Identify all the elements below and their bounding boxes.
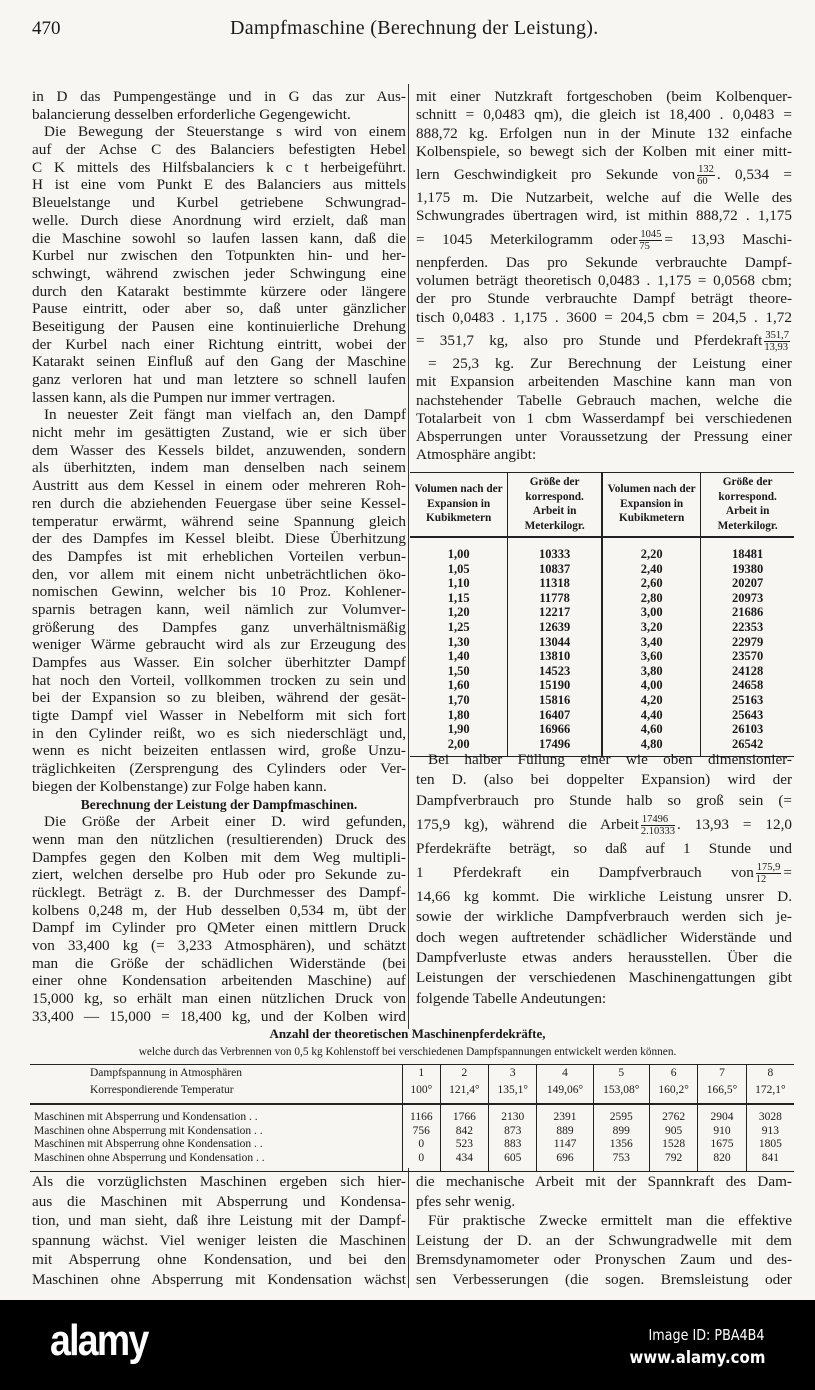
header-cell: 121,4° bbox=[440, 1082, 488, 1104]
text-line: von 33,400 kg (= 3,233 Atmosphären), und schätzt bbox=[32, 937, 406, 954]
table-cell: 1805 bbox=[746, 1138, 794, 1152]
text-line: sparnis betragen kann, weil nämlich zur Volumver- bbox=[32, 600, 406, 618]
table-cell: 1528 bbox=[649, 1138, 697, 1152]
text-line: die Maschine sowohl so laufen lassen kann, daß die bbox=[32, 229, 406, 247]
table-cell: 1,60 bbox=[447, 678, 470, 693]
watermark-url: www.alamy.com bbox=[629, 1348, 765, 1368]
table-cell: 1,00 bbox=[447, 547, 470, 561]
table-cell: 25643 bbox=[701, 708, 794, 723]
column-header: Volumen nach der Expansion in Kubikmetern bbox=[602, 473, 701, 538]
text-line: Austritt aus dem Kessel in einem oder mehreren Roh- bbox=[32, 477, 406, 495]
bottom-right-column bbox=[416, 1172, 792, 1289]
text-line bbox=[416, 392, 792, 410]
line-text: Kolbenspiele, so bewegt sich der Kolben mit einer mitt- bbox=[416, 142, 792, 160]
text-line: welle. Durch diese Anordnung wird erzielt, daß man bbox=[32, 211, 406, 229]
table-cell: 1,90 bbox=[447, 722, 470, 737]
text-line: in den Cylinder reißt, wo es sich niederschlägt und, bbox=[32, 724, 406, 742]
line-text: Schwungrades übertragen wird, ist mithin 888,72 . 1,175 bbox=[416, 207, 792, 225]
text-line: Beseitigung der Pausen eine kontinuierliche Drehung bbox=[32, 317, 406, 335]
table-cell: 4,20 bbox=[602, 693, 701, 708]
table-cell: 696 bbox=[537, 1152, 593, 1172]
table-cell: 1,05 bbox=[447, 561, 470, 576]
table-row bbox=[410, 605, 794, 620]
text-line bbox=[416, 88, 792, 106]
text-line bbox=[416, 928, 792, 948]
text-line: aus die Maschinen mit Absperrung und Kondensa- bbox=[32, 1192, 406, 1210]
table-cell: 899 bbox=[593, 1125, 649, 1139]
row-label: Dampfspannung in Atmosphären bbox=[90, 1067, 243, 1079]
text-line bbox=[416, 290, 792, 308]
table-cell: 25163 bbox=[701, 693, 794, 708]
table-cell: 21686 bbox=[701, 605, 794, 620]
text-line bbox=[416, 907, 792, 927]
text-line: bei der Expansion so zu bleiben, während der gesät- bbox=[32, 689, 406, 707]
text-line bbox=[416, 106, 792, 124]
table-cell: 820 bbox=[698, 1152, 746, 1172]
text-line: Kurbel nur zwischen den Totpunkten hin- und her- bbox=[32, 247, 406, 265]
line-text: nachstehender Tabelle Gebrauch machen, welche die bbox=[416, 391, 792, 409]
table-cell: 20207 bbox=[701, 576, 794, 591]
table-cell: 2,60 bbox=[602, 576, 701, 591]
table-cell: 913 bbox=[746, 1125, 794, 1139]
fraction bbox=[764, 330, 790, 353]
header-cell: 135,1° bbox=[489, 1082, 537, 1104]
text-line bbox=[416, 355, 792, 373]
line-text: lern Geschwindigkeit pro Sekunde von bbox=[416, 166, 696, 184]
text-line bbox=[416, 254, 792, 272]
table-cell: 3,20 bbox=[602, 620, 701, 635]
text-line: Die Bewegung der Steuerstange s wird von einem bbox=[44, 123, 406, 141]
text-line bbox=[416, 791, 792, 811]
text-line: die mechanische Arbeit mit der Spannkraft des Dam- bbox=[416, 1173, 792, 1190]
text-line bbox=[416, 859, 792, 887]
table-cell: 1,40 bbox=[447, 649, 470, 664]
table-row bbox=[410, 678, 794, 693]
table-cell: 3,00 bbox=[602, 605, 701, 620]
table-row bbox=[410, 722, 794, 737]
text-line: ganz verloren hat und man letztere so schnell laufen bbox=[32, 371, 406, 388]
text-line: Pause eintritt, oder aber so, daß unter gänzlicher bbox=[32, 300, 406, 318]
table-row bbox=[410, 562, 794, 577]
header-cell: 3 bbox=[489, 1065, 537, 1083]
table-cell: 24128 bbox=[701, 664, 794, 679]
table-cell: 22979 bbox=[701, 635, 794, 650]
line-text: volumen beträgt theoretisch 0,0483 . 1,175 = 0,0568 cbm; bbox=[416, 272, 792, 290]
line-text: = 25,3 kg. Zur Berechnung der Leistung einer bbox=[428, 354, 792, 372]
left-column bbox=[32, 88, 406, 1025]
table-cell: 1,15 bbox=[447, 590, 470, 605]
table-row bbox=[410, 693, 794, 708]
horsepower-table bbox=[30, 1064, 794, 1172]
row-label: Maschinen ohne Absperrung und Kondensation . . bbox=[34, 1151, 265, 1164]
alamy-logo: alamy bbox=[50, 1316, 148, 1365]
header-cell: 100° bbox=[403, 1082, 441, 1104]
text-line: durch den Katarakt bestimmte kürzere oder längere bbox=[32, 282, 406, 300]
table-cell: 753 bbox=[593, 1152, 649, 1172]
text-line: träglichkeiten (Zersprengung des Cylinders oder Ver- bbox=[32, 760, 406, 778]
table-cell: 434 bbox=[440, 1152, 488, 1172]
table-cell: 756 bbox=[403, 1125, 441, 1139]
table-cell: 26103 bbox=[701, 722, 794, 737]
text-line: schwingt, während zwischen jeder Schwingung eine bbox=[32, 264, 406, 282]
image-id: Image ID: PBA4B4 bbox=[648, 1326, 765, 1344]
text-line bbox=[416, 887, 792, 907]
table-cell: 26542 bbox=[701, 737, 794, 757]
table-row bbox=[410, 576, 794, 591]
table-cell: 12639 bbox=[508, 620, 602, 635]
table-cell: 1,25 bbox=[447, 619, 470, 634]
text-line: in D das Pumpengestänge und in G das zur Aus- bbox=[32, 88, 406, 105]
fraction-numerator: 132 bbox=[698, 164, 714, 176]
text-line bbox=[416, 770, 792, 790]
table-cell: 605 bbox=[489, 1152, 537, 1172]
line-text: Dampfverluste etwas anders herausstellen. Über die bbox=[416, 949, 792, 967]
table-cell: 22353 bbox=[701, 620, 794, 635]
table-row bbox=[410, 635, 794, 650]
table-cell: 1675 bbox=[698, 1138, 746, 1152]
table-title: Anzahl der theoretischen Maschinenpferdekräfte, bbox=[269, 1026, 546, 1041]
table-cell: 842 bbox=[440, 1125, 488, 1139]
table-cell: 15190 bbox=[508, 678, 602, 693]
table-cell: 3028 bbox=[746, 1104, 794, 1125]
table-cell: 1356 bbox=[593, 1138, 649, 1152]
bottom-left-column bbox=[32, 1172, 406, 1289]
line-text: 1 Pferdekraft ein Dampfverbrauch von bbox=[416, 864, 754, 882]
table-cell: 1166 bbox=[403, 1104, 441, 1125]
header-cell: 4 bbox=[537, 1065, 593, 1083]
expansion-table-header bbox=[410, 473, 794, 538]
header-cell: 172,1° bbox=[746, 1082, 794, 1104]
table-cell: 523 bbox=[440, 1138, 488, 1152]
header-row bbox=[30, 1065, 794, 1083]
line-text-after: = 13,93 Maschi- bbox=[664, 230, 792, 248]
text-line: Für praktische Zwecke ermittelt man die effektive bbox=[428, 1212, 792, 1229]
line-text: mit Expansion arbeitenden Maschine kann man von bbox=[416, 373, 792, 391]
text-line: mit Absperrung ohne Kondensation, und bei den bbox=[32, 1251, 406, 1268]
table-cell: 0 bbox=[403, 1152, 441, 1172]
table-cell: 19380 bbox=[701, 562, 794, 577]
text-line bbox=[416, 811, 792, 839]
table-cell: 11318 bbox=[508, 576, 602, 591]
text-line: Bleuelstange und Kurbel getriebene Schwungrad- bbox=[32, 194, 406, 212]
text-line bbox=[416, 207, 792, 225]
table-cell: 2130 bbox=[489, 1104, 537, 1125]
table-cell: 792 bbox=[649, 1152, 697, 1172]
fraction-numerator: 17496 bbox=[641, 814, 675, 826]
column-header: Größe der korrespond. Arbeit in Meterkilogr. bbox=[508, 473, 602, 538]
table-cell: 3,40 bbox=[602, 635, 701, 650]
text-line: den, vor allem mit einem nicht unbeträchtlichen öko- bbox=[32, 565, 406, 583]
text-line: tigte Dampf viel Wasser in Nebelform mit sich fort bbox=[32, 707, 406, 725]
table-cell: 883 bbox=[489, 1138, 537, 1152]
table-cell: 16407 bbox=[508, 708, 602, 723]
table-cell: 14523 bbox=[508, 664, 602, 679]
header-cell: 2 bbox=[440, 1065, 488, 1083]
right-column-bottom bbox=[416, 750, 792, 1009]
line-text: sowie der wirkliche Dampfverbrauch werden sich je- bbox=[416, 908, 792, 926]
table-cell: 4,00 bbox=[602, 678, 701, 693]
table-cell: 873 bbox=[489, 1125, 537, 1139]
table-row bbox=[410, 591, 794, 606]
table-row bbox=[30, 1125, 794, 1139]
table-cell: 13810 bbox=[508, 649, 602, 664]
line-text: Leistungen der verschiedenen Maschinengattungen gibt bbox=[416, 969, 792, 987]
text-line bbox=[416, 125, 792, 143]
text-line bbox=[416, 226, 792, 254]
table-subtitle: welche durch das Verbrennen von 0,5 kg Kohlenstoff bei verschiedenen Dampfspannungen entwickelt werden können. bbox=[138, 1046, 677, 1058]
table-cell: 10333 bbox=[508, 537, 602, 562]
table-cell: 1766 bbox=[440, 1104, 488, 1125]
header-cell: 8 bbox=[746, 1065, 794, 1083]
column-header: Volumen nach der Expansion in Kubikmetern bbox=[410, 473, 508, 538]
line-text: Atmosphäre angibt: bbox=[416, 446, 537, 464]
fraction-numerator: 175,9 bbox=[756, 862, 781, 874]
text-line: Maschinen ohne Absperrung mit Kondensation wächst bbox=[32, 1270, 406, 1288]
table-cell: 15816 bbox=[508, 693, 602, 708]
fraction-denominator: 2.10333 bbox=[640, 825, 675, 837]
fraction bbox=[641, 814, 675, 837]
text-line: dem Wasser des Kessels bildet, anzuwenden, sondern bbox=[32, 441, 406, 459]
column-header: Größe der korrespond. Arbeit in Meterkilogr. bbox=[701, 473, 794, 538]
table-cell: 2391 bbox=[537, 1104, 593, 1125]
text-line: C K mittels des Hilfsbalanciers k c t herbeigeführt. bbox=[32, 158, 406, 176]
table-row bbox=[30, 1152, 794, 1172]
table-cell: 17496 bbox=[508, 737, 602, 757]
text-line: Dampfes aus Wasser. Ein solcher überhitzter Dampf bbox=[32, 654, 406, 671]
header-cell: 6 bbox=[649, 1065, 697, 1083]
text-line: hat noch den Vorteil, vollkommen trocken zu sein und bbox=[32, 671, 406, 689]
fraction-denominator: 12 bbox=[755, 874, 767, 886]
line-text-after: . 13,93 = 12,0 bbox=[676, 815, 792, 833]
table-cell: 2,40 bbox=[602, 562, 701, 577]
text-line: pfes sehr wenig. bbox=[416, 1192, 516, 1210]
fraction-denominator: 75 bbox=[639, 240, 650, 252]
table-row bbox=[410, 708, 794, 723]
table-row bbox=[410, 664, 794, 679]
row-label: Maschinen ohne Absperrung mit Kondensation . . bbox=[34, 1124, 263, 1137]
text-line bbox=[416, 428, 792, 446]
fraction-numerator: 351,7 bbox=[765, 329, 789, 341]
line-text: 14,66 kg kommt. Die wirkliche Leistung unsrer D. bbox=[416, 888, 792, 906]
header-cell: 1 bbox=[403, 1065, 441, 1083]
table-cell: 3,60 bbox=[602, 649, 701, 664]
table-cell: 905 bbox=[649, 1125, 697, 1139]
text-line: Dampfes gegen den Kolben mit dem Weg multipli- bbox=[32, 848, 406, 866]
table-cell: 18481 bbox=[701, 537, 794, 562]
text-line: Katarakt seinen Einfluß auf den Gang der Maschine bbox=[32, 353, 406, 371]
text-line: Leistung der D. an der Schwungradwelle mit dem bbox=[416, 1231, 792, 1249]
line-text: folgende Tabelle Andeutungen: bbox=[416, 989, 607, 1007]
text-line: lassen kann, als die Pumpen nur immer vertragen. bbox=[32, 388, 336, 406]
right-column-top bbox=[416, 88, 792, 465]
header-row bbox=[30, 1082, 794, 1104]
table-cell: 1,80 bbox=[447, 707, 470, 722]
header-cell: 7 bbox=[698, 1065, 746, 1083]
table-cell: 1,50 bbox=[447, 663, 470, 678]
header-cell: 166,5° bbox=[698, 1082, 746, 1104]
text-line: H ist eine vom Punkt E des Balanciers aus mittels bbox=[32, 176, 406, 194]
table-cell: 20973 bbox=[701, 591, 794, 606]
line-text: 888,72 kg. Erfolgen nun in der Minute 132 einfache bbox=[416, 124, 792, 142]
text-line: einer ohne Kondensation arbeitenden Maschine) auf bbox=[32, 972, 406, 990]
row-label: Maschinen mit Absperrung ohne Kondensation . . bbox=[34, 1138, 263, 1150]
table-cell: 13044 bbox=[508, 635, 602, 650]
line-text-after: . 0,534 = bbox=[716, 166, 792, 184]
table-cell: 3,80 bbox=[602, 664, 701, 679]
header-cell: 149,06° bbox=[537, 1082, 593, 1104]
fraction-numerator: 1045 bbox=[640, 228, 662, 240]
line-text: doch wegen auftretender schädlicher Widerstände und bbox=[416, 928, 792, 946]
line-text: mit einer Nutzkraft fortgeschoben (beim Kolbenquer- bbox=[416, 88, 792, 105]
expansion-table bbox=[410, 472, 794, 757]
table-row bbox=[410, 537, 794, 562]
text-line: man die Größe der schädlichen Widerstände (bei bbox=[32, 954, 406, 972]
table-row bbox=[410, 649, 794, 664]
text-line bbox=[416, 750, 792, 770]
text-line: des Dampfes ist mit erheblichen Vorteilen verbun- bbox=[32, 547, 406, 565]
text-line: ziert, welchen derselbe pro Hub oder pro Sekunde zu- bbox=[32, 866, 406, 884]
line-text: nenpferden. Das pro Sekunde verbrauchte Dampf- bbox=[416, 253, 792, 271]
table-cell: 2595 bbox=[593, 1104, 649, 1125]
row-label: Korrespondierende Temperatur bbox=[30, 1082, 403, 1104]
table-cell: 11778 bbox=[508, 591, 602, 606]
table-cell: 4,80 bbox=[602, 737, 701, 757]
text-line: der Kurbel nach einer Richtung eintritt, wobei der bbox=[32, 335, 406, 353]
text-line: ren durch die abziehenden Feuergase über seine Kessel- bbox=[32, 494, 406, 512]
line-text: Pferdekräfte beträgt, so daß auf 1 Stunde und bbox=[416, 839, 792, 857]
table-row bbox=[30, 1104, 794, 1125]
table-cell: 841 bbox=[746, 1152, 794, 1172]
section-heading: Berechnung der Leistung der Dampfmaschinen. bbox=[80, 796, 358, 812]
text-line bbox=[416, 446, 792, 464]
table-cell: 2,80 bbox=[602, 591, 701, 606]
text-line: sen Verbesserungen (die sogen. Bremsleistung oder bbox=[416, 1270, 792, 1288]
text-line: temperatur erwärmt, während seine Spannung gleich bbox=[32, 512, 406, 530]
text-line: tion, und man sieht, daß ihre Leistung mit der Dampf- bbox=[32, 1212, 406, 1229]
row-label: Maschinen mit Absperrung und Kondensation . . bbox=[34, 1111, 258, 1123]
text-line: Bremsdynamometer oder Pronyschen Zaum und des- bbox=[416, 1251, 792, 1268]
table-cell: 1,70 bbox=[447, 692, 470, 707]
header-cell: 153,08° bbox=[593, 1082, 649, 1104]
text-line: biegen der Kolbenstange) zur Folge haben kann. bbox=[32, 777, 327, 795]
line-text: Dampfverbrauch pro Stunde halb so groß sein (= bbox=[416, 791, 792, 809]
line-text: Totalarbeit von 1 cbm Wasserdampf bei verschiedenen bbox=[416, 409, 792, 427]
text-line: Die Größe der Arbeit einer D. wird gefunden, bbox=[44, 813, 406, 831]
header-cell: 5 bbox=[593, 1065, 649, 1083]
text-line: 15,000 kg, so erhält man einen nützlichen Druck von bbox=[32, 990, 406, 1008]
table-cell: 23570 bbox=[701, 649, 794, 664]
table-cell: 12217 bbox=[508, 605, 602, 620]
text-line bbox=[416, 989, 792, 1009]
text-line: balancierung desselben erforderliche Gegengewicht. bbox=[32, 105, 351, 123]
text-line: größerung des Dampfes ganz unverhältnismäßig bbox=[32, 618, 406, 636]
table-cell: 1147 bbox=[537, 1138, 593, 1152]
table-cell: 10837 bbox=[508, 562, 602, 577]
table-cell: 2904 bbox=[698, 1104, 746, 1125]
text-line bbox=[416, 948, 792, 968]
column-divider-bottom bbox=[408, 1168, 409, 1288]
text-line: weniger Wärme gebraucht wird als zur Erzeugung des bbox=[32, 636, 406, 654]
text-line: nomischen Gewinn, welcher bis 10 Proz. Kohlener- bbox=[32, 583, 406, 601]
text-line bbox=[416, 410, 792, 428]
text-line bbox=[416, 968, 792, 988]
page-number: 470 bbox=[32, 18, 61, 39]
table-cell: 2,20 bbox=[602, 537, 701, 562]
line-text: Absperrungen unter Voraussetzung der Pressung einer bbox=[416, 428, 792, 446]
table-cell: 24658 bbox=[701, 678, 794, 693]
line-text: ten D. (also bei doppelter Expansion) wird der bbox=[416, 771, 792, 789]
header-cell: 160,2° bbox=[649, 1082, 697, 1104]
line-text: = 1045 Meterkilogramm oder bbox=[416, 230, 638, 248]
text-line: als überhitzten, indem man denselben nach seinem bbox=[32, 459, 406, 477]
text-line: kolbens 0,248 m, der Hub desselben 0,534 m, übt der bbox=[32, 901, 406, 919]
table-cell: 4,60 bbox=[602, 722, 701, 737]
line-text: tisch 0,0483 . 1,175 . 3600 = 204,5 cbm = 204,5 . 1,72 bbox=[416, 308, 792, 326]
line-text: = 351,7 kg, also pro Stunde und Pferdekraft bbox=[416, 331, 763, 349]
line-text: 1,175 m. Die Nutzarbeit, welche auf die Welle des bbox=[416, 189, 792, 207]
text-line: der des Dampfes im Kessel bleibt. Diese Überhitzung bbox=[32, 530, 406, 548]
line-text: Bei halber Füllung einer wie oben dimensionier- bbox=[428, 751, 792, 768]
text-line bbox=[416, 309, 792, 327]
fraction bbox=[697, 164, 715, 187]
table-cell: 910 bbox=[698, 1125, 746, 1139]
text-line bbox=[416, 161, 792, 189]
table-cell: 16966 bbox=[508, 722, 602, 737]
line-text: schnitt = 0,0483 qm), die gleich ist 18,400 . 0,0483 = bbox=[416, 106, 792, 124]
fraction-denominator: 60 bbox=[697, 176, 708, 188]
text-line: rücklegt. Beträgt z. B. der Durchmesser des Dampf- bbox=[32, 883, 406, 901]
text-line bbox=[416, 327, 792, 355]
table-cell: 1,10 bbox=[447, 576, 470, 591]
table-cell: 0 bbox=[403, 1138, 441, 1152]
table-cell: 1,30 bbox=[447, 634, 470, 649]
table-cell: 4,40 bbox=[602, 708, 701, 723]
table-row bbox=[410, 620, 794, 635]
text-line bbox=[416, 272, 792, 290]
fraction bbox=[639, 229, 662, 252]
text-line bbox=[416, 373, 792, 391]
column-divider bbox=[408, 84, 409, 1029]
fraction-denominator: 13,93 bbox=[764, 341, 788, 353]
text-line: wenn man den nützlichen (resultierenden) Druck des bbox=[32, 830, 406, 848]
running-title: Dampfmaschine (Berechnung der Leistung). bbox=[230, 17, 599, 39]
line-text: 175,9 kg), während die Arbeit bbox=[416, 815, 639, 833]
text-line bbox=[416, 839, 792, 859]
table-cell: 1,20 bbox=[447, 605, 470, 620]
table-cell: 2762 bbox=[649, 1104, 697, 1125]
text-line bbox=[416, 143, 792, 161]
fraction bbox=[756, 862, 782, 885]
text-line: Als die vorzüglichsten Maschinen ergeben sich hier- bbox=[32, 1173, 406, 1190]
text-line: wenn es nicht beizeiten entlassen wird, große Unzu- bbox=[32, 742, 406, 760]
line-text-after: = bbox=[783, 864, 792, 882]
text-line: Dampf im Cylinder pro QMeter einen mittlern Druck bbox=[32, 919, 406, 937]
text-line: spannung wächst. Viel weniger leisten die Maschinen bbox=[32, 1231, 406, 1249]
text-line: auf der Achse C des Balanciers befestigten Hebel bbox=[32, 141, 406, 159]
text-line: nicht mehr im gesättigten Zustand, wie er sich über bbox=[32, 424, 406, 442]
table-cell: 2,00 bbox=[447, 736, 470, 751]
text-line: 33,400 — 15,000 = 18,400 kg, und der Kolben wird bbox=[32, 1007, 406, 1025]
line-text: der pro Stunde verbrauchte Dampf beträgt theore- bbox=[416, 290, 792, 308]
table-row bbox=[30, 1138, 794, 1152]
text-line bbox=[416, 189, 792, 207]
text-line: In neuester Zeit fängt man vielfach an, den Dampf bbox=[44, 406, 406, 424]
table-cell: 889 bbox=[537, 1125, 593, 1139]
